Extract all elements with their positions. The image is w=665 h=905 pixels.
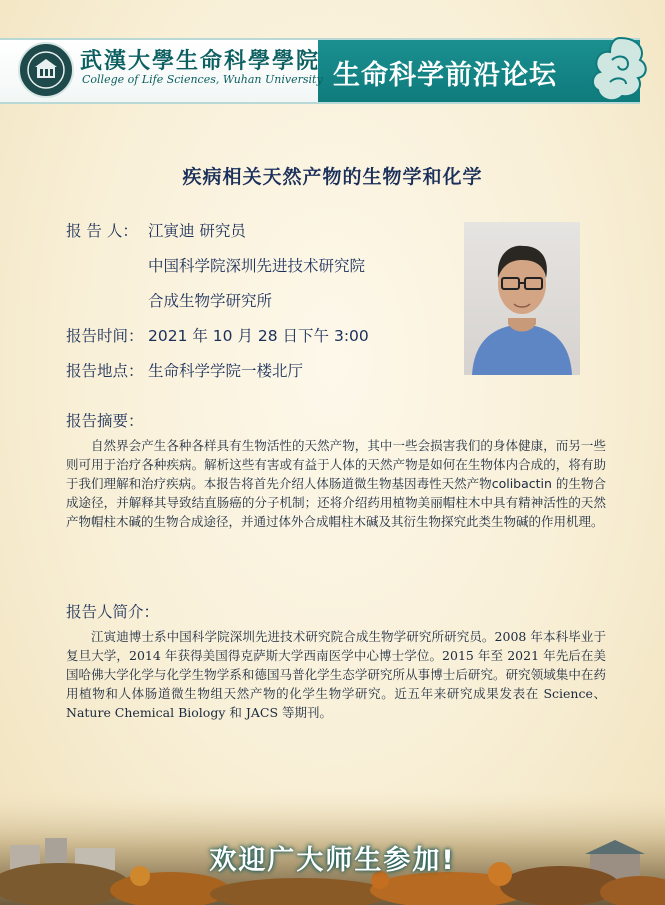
forum-title: 生命科学前沿论坛 [333, 60, 557, 91]
abstract-heading: 报告摘要： [66, 412, 144, 430]
affiliation-line-2: 合成生物学研究所 [148, 292, 273, 310]
talk-time: 2021 年 10 月 28 日下午 3:00 [148, 327, 369, 345]
school-name-cn: 武漢大學生命科學學院 [80, 48, 321, 74]
abstract-text: 自然界会产生各种各样具有生物活性的天然产物，其中一些会损害我们的身体健康，而另一些则可用于治疗各种疾病。解析这些有害或有益于人体的天然产物是如何在生物体内合成的，将有助于我们理解和治疗疾病。本报告将首先介绍人体肠道微生物基因毒性天然产物colibactin 的生物合成途径，并解释其导致结直肠癌的分子机制；还将介绍药用植物美丽帽柱木中具有精神活性的天然产物帽柱木碱的生物合成途径，并通过体外合成帽柱木碱及其衍生物探究此类生物碱的作用机理。 [66, 438, 606, 529]
bio-heading: 报告人简介： [66, 603, 160, 621]
speaker-name: 江寅迪 研究员 [148, 222, 246, 240]
cloud-ornament-icon [590, 30, 650, 108]
welcome-message: 欢迎广大师生参加! [209, 845, 456, 876]
speaker-portrait-icon [464, 222, 580, 375]
bio-text: 江寅迪博士系中国科学院深圳先进技术研究院合成生物学研究所研究员。2008 年本科毕业于复旦大学，2014 年获得美国得克萨斯大学西南医学中心博士学位。2015 年至 2021 年先后在美国哈佛大学化学与化学生物学系和德国马普化学生态学研究所从事博士后研究。研究领域集中在药用植物和人体肠道微生物组天然产物的化学生物学研究。近五年来研究成果发表在 Science、Nature Chemical Biology 和 JACS 等期刊。 [66, 629, 606, 720]
speaker-label: 报 告 人： [66, 222, 138, 240]
university-emblem-icon [26, 50, 66, 90]
talk-place: 生命科学学院一楼北厅 [148, 362, 304, 380]
speaker-photo [464, 222, 580, 375]
university-logo [18, 42, 74, 98]
affiliation-line-1: 中国科学院深圳先进技术研究院 [148, 257, 366, 275]
school-name-en: College of Life Sciences, Wuhan University [82, 73, 323, 86]
talk-title: 疾病相关天然产物的生物学和化学 [182, 166, 483, 188]
place-label: 报告地点： [66, 362, 144, 380]
time-label: 报告时间： [66, 327, 144, 345]
